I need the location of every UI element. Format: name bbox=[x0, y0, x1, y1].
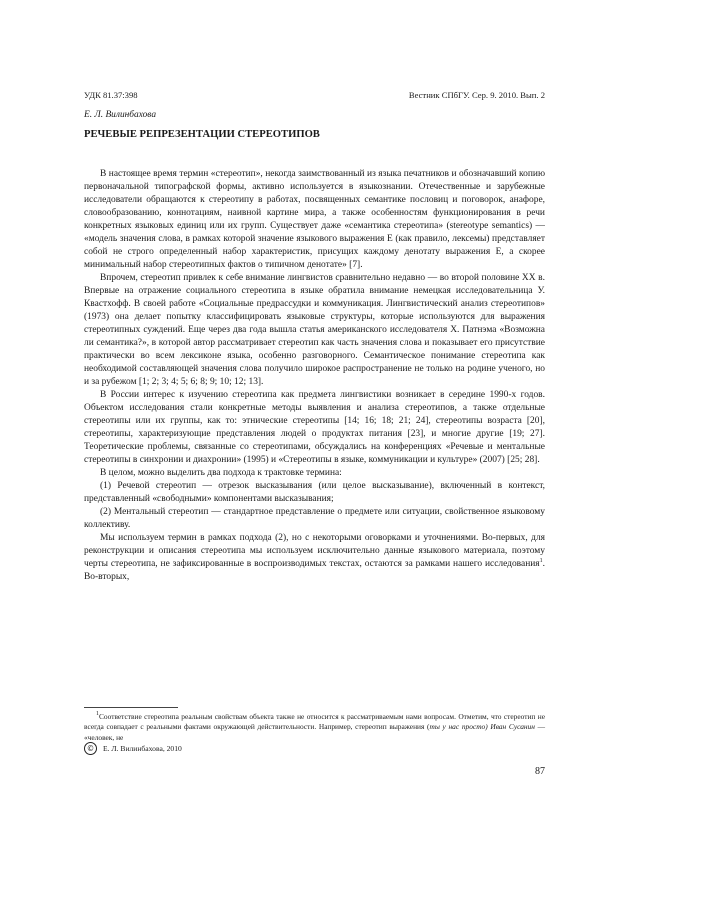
udk-code: УДК 81.37:398 bbox=[84, 90, 138, 100]
footnote-reference[interactable]: 1 bbox=[539, 558, 543, 564]
footnote bbox=[84, 712, 545, 743]
author-name: Е. Л. Вилинбахова bbox=[84, 110, 157, 120]
copyright-holder: Е. Л. Вилинбахова, 2010 bbox=[103, 744, 182, 753]
paragraph-with-footnote bbox=[84, 532, 545, 584]
footnote-text bbox=[84, 712, 545, 743]
footnote-text-part: — «человек, не bbox=[84, 722, 545, 742]
copyright-line bbox=[84, 742, 182, 755]
paragraph: В настоящее время термин «стереотип», некогда заимствованный из языка печатников и обозначавший копию первоначальной типографской формы, активно используется в языкознании. Отечественные и зарубежные исследователи обращаются к стереотипу в работах, посвященных семантике пословиц и поговорок, анафоре, словообразованию, коннотациям, наивной картине мира, а также особенностям функционирования в речи конкретных языковых единиц или их групп. Существует даже «семантика стереотипа» (stereotype semantics) — «модель значения слова, в рамках которой значение языкового выражения Е (как правило, лексемы) представляет собой не строго определенный набор характеристик, присущих каждому денотату выражения Е, а скорее минимальный набор стереотипных фактов о типичном денотате» [7]. bbox=[84, 169, 545, 270]
article-title: РЕЧЕВЫЕ РЕПРЕЗЕНТАЦИИ СТЕРЕОТИПОВ bbox=[84, 129, 320, 140]
article-page bbox=[84, 0, 545, 918]
article-body bbox=[84, 168, 545, 584]
footnote-italic: ты у нас просто) Иван Сусанин bbox=[429, 722, 535, 732]
footnote-divider bbox=[84, 707, 178, 708]
page-number: 87 bbox=[535, 766, 545, 777]
paragraph-text: Мы используем термин в рамках подхода (2), но с некоторыми оговорками и уточнениями. Во-первых, для реконструкции и описания стереотипа мы используем исключительно данные языкового материала, поэтому черты стереотипа, не зафиксированные в воспроизводимых текстах, остаются за рамками нашего исследования bbox=[84, 533, 545, 569]
footnote-text-part: Соответствие стереотипа реальным свойствам объекта также не относится к рассматриваемым нами вопросам. Отметим, что стереотип не всегда совпадает с реальными фактами окружающей действительности. Например, стереотип выражения ( bbox=[84, 712, 545, 732]
footnote-mark: 1 bbox=[96, 711, 99, 717]
paragraph: В России интерес к изучению стереотипа как предмета лингвистики возникает в середине 1990-х годов. Объектом исследования стали конкретные методы выявления и анализа стереотипов, а также отдельные стереотипы или их группы, как то: этнические стереотипы [14; 16; 18; 21; 24], стереотипы возраста [20], стереотипы, характеризующие представления людей о продуктах питания [23], и многие другие [19; 27]. Теоретические проблемы, связанные со стереотипами, обсуждались на конференциях «Речевые и ментальные стереотипы в синхронии и диахронии» (1995) и «Стереотипы в языке, коммуникации и культуре» (2007) [25; 28]. bbox=[84, 390, 545, 465]
copyright-icon: © bbox=[84, 742, 97, 755]
running-header bbox=[84, 90, 545, 100]
paragraph-tail: . Во-вторых, bbox=[84, 559, 545, 582]
paragraph: В целом, можно выделить два подхода к трактовке термина: bbox=[100, 468, 342, 478]
paragraph: (1) Речевой стереотип — отрезок высказывания (или целое высказывание), включенный в контекст, представленный «свободными» компонентами высказывания; bbox=[84, 481, 545, 504]
paragraph: (2) Ментальный стереотип — стандартное представление о предмете или ситуации, свойственное языковому коллективу. bbox=[84, 507, 545, 530]
paragraph: Впрочем, стереотип привлек к себе внимание лингвистов сравнительно недавно — во второй половине XX в. Впервые на отражение социального стереотипа в языке обратила внимание немецкая исследовательница У. Квастхофф. В своей работе «Социальные предрассудки и коммуникация. Лингвистический анализ стереотипов» (1973) она делает попытку классифицировать языковые структуры, которые используются для выражения стереотипных суждений. Еще через два года вышла статья американского исследователя Х. Патнэма «Возможна ли семантика?», в которой автор рассматривает стереотип как часть значения слова и показывает его присутствие практически во всем лексиконе языка, особенно разговорного. Семантическое понимание стереотипа как необходимой составляющей значения слова получило широкое распространение не только на родине ученого, но и за рубежом [1; 2; 3; 4; 5; 6; 8; 9; 10; 12; 13]. bbox=[84, 273, 545, 387]
journal-reference: Вестник СПбГУ. Сер. 9. 2010. Вып. 2 bbox=[408, 90, 545, 100]
